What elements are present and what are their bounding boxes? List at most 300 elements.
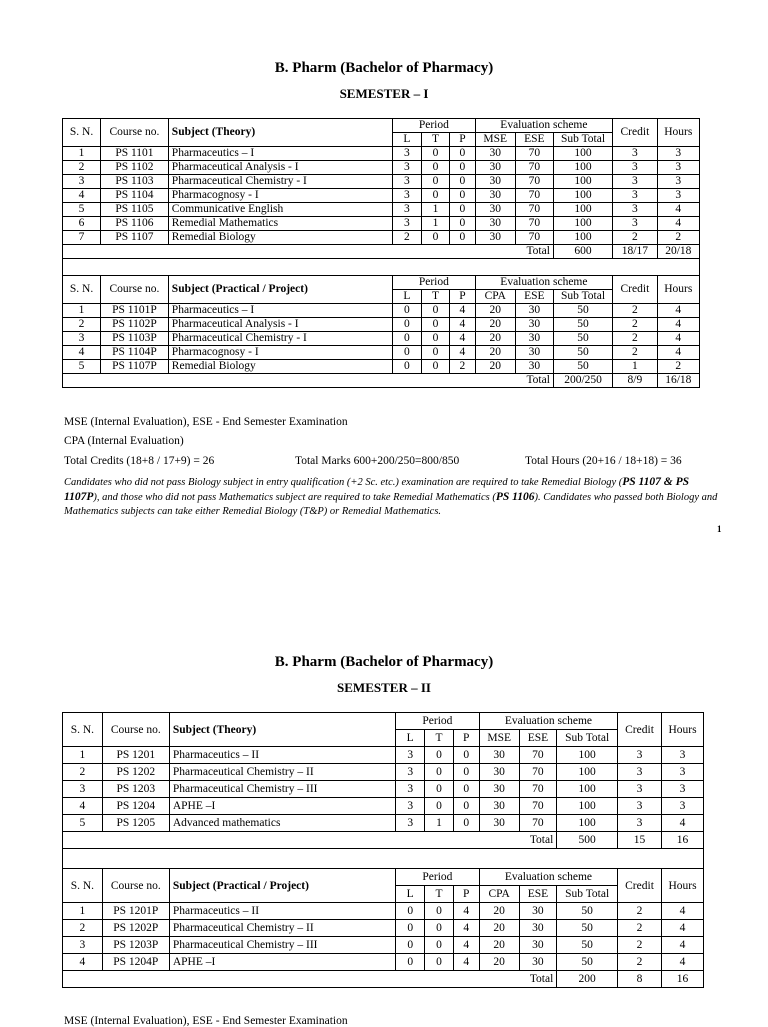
- theory-total: [63, 245, 700, 276]
- table-row: [63, 231, 700, 245]
- table-row: [63, 332, 700, 346]
- cell-hours: 4: [662, 920, 704, 937]
- cell-l: 3: [396, 798, 425, 815]
- cell-credit: 1: [613, 360, 657, 374]
- cell-course: PS 1102: [101, 161, 169, 175]
- cell-course: PS 1205: [102, 815, 169, 832]
- cell-hours: 4: [657, 332, 699, 346]
- cell-ese: 30: [519, 903, 557, 920]
- header-hours: Hours: [662, 869, 704, 903]
- cell-subtotal: 50: [557, 903, 618, 920]
- cell-course: PS 1204P: [102, 954, 169, 971]
- table-row: [63, 360, 700, 374]
- cell-t: 0: [425, 954, 453, 971]
- table-row: [63, 189, 700, 203]
- header-period: Period: [393, 276, 476, 290]
- cell-sn: 4: [63, 346, 101, 360]
- cell-subtotal: 100: [553, 189, 612, 203]
- header-period: Period: [396, 869, 480, 886]
- footnote-text: ). Candidates who passed both Biology and Mathematics subjects can take either Remedial Biology (T&P) or Remedial Mathematics.: [64, 492, 718, 517]
- cell-t: 0: [421, 346, 450, 360]
- table-row: [63, 954, 704, 971]
- table-row: [63, 815, 704, 832]
- header-course: Course no.: [102, 713, 169, 747]
- cell-t: 0: [425, 903, 453, 920]
- cell-subject: Pharmaceutical Analysis - I: [168, 318, 392, 332]
- cell-p: 4: [453, 903, 479, 920]
- cell-ese: 70: [515, 147, 553, 161]
- table-row: [63, 147, 700, 161]
- cell-p: 0: [450, 217, 475, 231]
- cell-subject: APHE –I: [169, 798, 395, 815]
- cell-subtotal: 100: [553, 175, 612, 189]
- cell-credit: 3: [618, 815, 662, 832]
- table-row: [63, 781, 704, 798]
- cell-l: 3: [393, 161, 422, 175]
- header-p: P: [450, 133, 475, 147]
- cell-t: 0: [425, 798, 453, 815]
- cell-course: PS 1101P: [101, 304, 169, 318]
- cell-ese: 70: [515, 175, 553, 189]
- cell-t: 0: [421, 147, 450, 161]
- cell-course: PS 1101: [101, 147, 169, 161]
- cell-hours: 4: [657, 346, 699, 360]
- cell-internal: 30: [475, 175, 515, 189]
- header-credit: Credit: [613, 119, 657, 147]
- cell-course: PS 1203: [102, 781, 169, 798]
- cell-subtotal: 50: [557, 920, 618, 937]
- header-t: T: [425, 886, 453, 903]
- cell-ese: 70: [515, 231, 553, 245]
- header-cpa: CPA: [479, 886, 519, 903]
- cell-sn: 2: [63, 161, 101, 175]
- table-row: [63, 798, 704, 815]
- cell-subtotal: 50: [557, 937, 618, 954]
- header-t: T: [425, 730, 453, 747]
- cell-subject: Pharmaceutics – II: [169, 747, 395, 764]
- table-row: [63, 346, 700, 360]
- cell-credit: 3: [613, 147, 657, 161]
- cell-p: 0: [450, 203, 475, 217]
- cell-subtotal: 50: [553, 332, 612, 346]
- cell-p: 0: [450, 175, 475, 189]
- cell-subtotal: 100: [553, 161, 612, 175]
- semester-title: SEMESTER – I: [339, 86, 429, 101]
- cell-credit: 3: [618, 764, 662, 781]
- cell-subtotal: 100: [553, 217, 612, 231]
- cell-sn: 3: [63, 332, 101, 346]
- cell-p: 0: [450, 189, 475, 203]
- table-row: [63, 304, 700, 318]
- total-hours: 16: [662, 832, 704, 849]
- practical-header: [63, 276, 700, 304]
- cell-credit: 3: [613, 189, 657, 203]
- cell-credit: 2: [613, 332, 657, 346]
- note-mse: MSE (Internal Evaluation), ESE - End Semester Examination: [64, 1015, 348, 1027]
- cell-t: 0: [421, 231, 450, 245]
- cell-course: PS 1204: [102, 798, 169, 815]
- footnote-text: Candidates who did not pass Biology subject in entry qualification (+2 Sc. etc.) examination are required to take Remedial Biology (: [64, 477, 623, 488]
- table-row: [63, 161, 700, 175]
- page-number: 1: [717, 524, 722, 534]
- cell-credit: 2: [613, 231, 657, 245]
- cell-hours: 4: [662, 815, 704, 832]
- total-subtotal: 500: [557, 832, 618, 849]
- header-period: Period: [393, 119, 476, 133]
- cell-subject: Remedial Biology: [168, 360, 392, 374]
- cell-credit: 2: [618, 903, 662, 920]
- header-evaluation: Evaluation scheme: [479, 713, 617, 730]
- cell-l: 3: [396, 815, 425, 832]
- cell-hours: 2: [657, 360, 699, 374]
- header-course: Course no.: [102, 869, 169, 903]
- header-p: P: [453, 730, 479, 747]
- cell-subject: Pharmaceutical Chemistry – II: [169, 764, 395, 781]
- header-ese: ESE: [519, 886, 557, 903]
- theory-total: [63, 832, 704, 869]
- cell-hours: 4: [662, 954, 704, 971]
- cell-subtotal: 100: [557, 764, 618, 781]
- cell-p: 4: [450, 346, 475, 360]
- table-row: [63, 318, 700, 332]
- cell-subject: Pharmaceutical Chemistry – II: [169, 920, 395, 937]
- cell-credit: 3: [613, 161, 657, 175]
- cell-internal: 30: [479, 798, 519, 815]
- cell-t: 0: [421, 161, 450, 175]
- page-title: B. Pharm (Bachelor of Pharmacy): [274, 60, 494, 76]
- page-title: B. Pharm (Bachelor of Pharmacy): [274, 654, 494, 670]
- header-l: L: [393, 133, 422, 147]
- cell-internal: 30: [479, 764, 519, 781]
- cell-sn: 1: [63, 903, 103, 920]
- cell-internal: 30: [475, 147, 515, 161]
- practical-rows: [63, 304, 700, 374]
- cell-subject: Pharmaceutical Analysis - I: [168, 161, 392, 175]
- cell-subject: Remedial Mathematics: [168, 217, 392, 231]
- cell-credit: 2: [618, 920, 662, 937]
- total-credit: 8: [618, 971, 662, 988]
- header-sn: S. N.: [63, 713, 103, 747]
- footnote: [64, 475, 726, 519]
- table-row: [63, 903, 704, 920]
- cell-credit: 3: [618, 798, 662, 815]
- cell-l: 3: [393, 217, 422, 231]
- header-l: L: [396, 886, 425, 903]
- cell-internal: 20: [475, 360, 515, 374]
- cell-hours: 4: [657, 203, 699, 217]
- cell-credit: 3: [613, 203, 657, 217]
- cell-l: 0: [393, 318, 422, 332]
- cell-sn: 2: [63, 920, 103, 937]
- header-subject: Subject (Theory): [168, 119, 392, 147]
- cell-p: 0: [450, 147, 475, 161]
- header-t: T: [421, 133, 450, 147]
- cell-p: 4: [453, 937, 479, 954]
- cell-subtotal: 100: [557, 798, 618, 815]
- cell-course: PS 1106: [101, 217, 169, 231]
- header-ese: ESE: [515, 290, 553, 304]
- cell-ese: 70: [519, 747, 557, 764]
- header-subtotal: Sub Total: [553, 133, 612, 147]
- cell-course: PS 1105: [101, 203, 169, 217]
- total-label: Total: [63, 245, 554, 259]
- total-credit: 15: [618, 832, 662, 849]
- cell-hours: 4: [662, 937, 704, 954]
- cell-internal: 20: [479, 954, 519, 971]
- cell-sn: 3: [63, 175, 101, 189]
- cell-hours: 4: [657, 217, 699, 231]
- cell-sn: 1: [63, 304, 101, 318]
- cell-subtotal: 100: [553, 203, 612, 217]
- cell-sn: 2: [63, 764, 103, 781]
- header-cpa: CPA: [475, 290, 515, 304]
- cell-credit: 2: [613, 304, 657, 318]
- header-t: T: [421, 290, 450, 304]
- cell-ese: 70: [519, 815, 557, 832]
- cell-ese: 70: [519, 781, 557, 798]
- cell-subject: Advanced mathematics: [169, 815, 395, 832]
- cell-course: PS 1103P: [101, 332, 169, 346]
- cell-subject: Pharmaceutical Chemistry – III: [169, 781, 395, 798]
- table-row: [63, 203, 700, 217]
- cell-internal: 30: [475, 203, 515, 217]
- cell-l: 0: [393, 304, 422, 318]
- cell-l: 3: [393, 175, 422, 189]
- cell-credit: 3: [613, 175, 657, 189]
- header-mse: MSE: [479, 730, 519, 747]
- cell-p: 4: [450, 318, 475, 332]
- header-course: Course no.: [101, 119, 169, 147]
- cell-subtotal: 100: [557, 815, 618, 832]
- table-row: [63, 937, 704, 954]
- theory-table: [62, 118, 700, 388]
- total-hours: 20/18: [657, 245, 699, 259]
- cell-p: 0: [453, 781, 479, 798]
- cell-ese: 70: [515, 203, 553, 217]
- header-evaluation: Evaluation scheme: [479, 869, 617, 886]
- cell-subtotal: 100: [557, 747, 618, 764]
- note-mse: MSE (Internal Evaluation), ESE - End Semester Examination: [64, 416, 348, 428]
- cell-sn: 5: [63, 360, 101, 374]
- cell-subtotal: 50: [553, 346, 612, 360]
- cell-hours: 4: [657, 318, 699, 332]
- cell-subtotal: 100: [557, 781, 618, 798]
- cell-t: 0: [425, 920, 453, 937]
- cell-l: 3: [396, 781, 425, 798]
- cell-course: PS 1107: [101, 231, 169, 245]
- cell-p: 4: [453, 920, 479, 937]
- cell-subject: APHE –I: [169, 954, 395, 971]
- header-period: Period: [396, 713, 480, 730]
- cell-hours: 4: [657, 304, 699, 318]
- header-hours: Hours: [657, 119, 699, 147]
- cell-l: 0: [396, 954, 425, 971]
- table-row: [63, 217, 700, 231]
- cell-internal: 20: [479, 937, 519, 954]
- cell-l: 2: [393, 231, 422, 245]
- total-marks: Total Marks 600+200/250=800/850: [295, 455, 460, 467]
- cell-l: 0: [396, 937, 425, 954]
- cell-internal: 30: [479, 781, 519, 798]
- theory-header: [63, 713, 704, 747]
- cell-course: PS 1201: [102, 747, 169, 764]
- cell-credit: 2: [618, 937, 662, 954]
- cell-t: 1: [425, 815, 453, 832]
- cell-subject: Pharmaceutical Chemistry – III: [169, 937, 395, 954]
- cell-subtotal: 50: [553, 304, 612, 318]
- header-p: P: [453, 886, 479, 903]
- cell-sn: 1: [63, 747, 103, 764]
- total-hours: 16/18: [657, 374, 699, 388]
- cell-credit: 3: [618, 781, 662, 798]
- cell-sn: 3: [63, 937, 103, 954]
- cell-course: PS 1202: [102, 764, 169, 781]
- cell-sn: 2: [63, 318, 101, 332]
- cell-l: 0: [396, 920, 425, 937]
- cell-ese: 30: [519, 937, 557, 954]
- cell-internal: 20: [479, 920, 519, 937]
- cell-p: 4: [450, 304, 475, 318]
- header-l: L: [393, 290, 422, 304]
- cell-subtotal: 50: [553, 360, 612, 374]
- cell-sn: 3: [63, 781, 103, 798]
- header-ese: ESE: [515, 133, 553, 147]
- cell-course: PS 1107P: [101, 360, 169, 374]
- cell-sn: 6: [63, 217, 101, 231]
- total-credit: 8/9: [613, 374, 657, 388]
- cell-t: 1: [421, 203, 450, 217]
- semester-title: SEMESTER – II: [337, 680, 431, 695]
- header-evaluation: Evaluation scheme: [475, 276, 613, 290]
- cell-ese: 30: [515, 304, 553, 318]
- cell-credit: 2: [613, 318, 657, 332]
- cell-course: PS 1203P: [102, 937, 169, 954]
- cell-internal: 30: [475, 231, 515, 245]
- cell-p: 0: [453, 764, 479, 781]
- header-l: L: [396, 730, 425, 747]
- cell-p: 4: [450, 332, 475, 346]
- header-subtotal: Sub Total: [557, 730, 618, 747]
- theory-rows: [63, 147, 700, 245]
- note-cpa: CPA (Internal Evaluation): [64, 435, 184, 447]
- cell-internal: 20: [479, 903, 519, 920]
- practical-rows: [63, 903, 704, 971]
- cell-l: 0: [393, 360, 422, 374]
- cell-hours: 3: [657, 161, 699, 175]
- cell-credit: 2: [618, 954, 662, 971]
- cell-p: 0: [453, 815, 479, 832]
- cell-p: 0: [453, 747, 479, 764]
- spacer-row: [63, 259, 700, 276]
- cell-sn: 7: [63, 231, 101, 245]
- practical-total: [63, 971, 704, 988]
- practical-header: [63, 869, 704, 903]
- header-sn: S. N.: [63, 276, 101, 304]
- header-p: P: [450, 290, 475, 304]
- cell-internal: 30: [479, 747, 519, 764]
- table-row: [63, 764, 704, 781]
- cell-internal: 20: [475, 304, 515, 318]
- cell-hours: 3: [662, 747, 704, 764]
- cell-hours: 3: [657, 189, 699, 203]
- footnote-code: PS 1107 & PS 1107P: [64, 476, 690, 503]
- total-credit: 18/17: [613, 245, 657, 259]
- cell-subject: Pharmaceutical Chemistry - I: [168, 175, 392, 189]
- total-hours: 16: [662, 971, 704, 988]
- cell-subject: Pharmaceutics – II: [169, 903, 395, 920]
- cell-internal: 30: [475, 217, 515, 231]
- theory-header: [63, 119, 700, 147]
- cell-l: 3: [393, 189, 422, 203]
- header-hours: Hours: [657, 276, 699, 304]
- cell-subtotal: 50: [557, 954, 618, 971]
- table-row: [63, 175, 700, 189]
- cell-sn: 5: [63, 203, 101, 217]
- header-subject: Subject (Practical / Project): [168, 276, 392, 304]
- cell-subject: Pharmacognosy - I: [168, 346, 392, 360]
- header-ese: ESE: [519, 730, 557, 747]
- cell-subject: Pharmaceutics – I: [168, 304, 392, 318]
- cell-subject: Pharmaceutical Chemistry - I: [168, 332, 392, 346]
- cell-l: 3: [393, 203, 422, 217]
- cell-p: 4: [453, 954, 479, 971]
- table-row: [63, 920, 704, 937]
- header-subtotal: Sub Total: [553, 290, 612, 304]
- cell-subject: Pharmaceutics – I: [168, 147, 392, 161]
- cell-l: 3: [396, 764, 425, 781]
- cell-course: PS 1104: [101, 189, 169, 203]
- cell-credit: 2: [613, 346, 657, 360]
- header-credit: Credit: [618, 713, 662, 747]
- cell-t: 0: [425, 937, 453, 954]
- cell-course: PS 1202P: [102, 920, 169, 937]
- header-hours: Hours: [662, 713, 704, 747]
- cell-ese: 30: [515, 332, 553, 346]
- header-subtotal: Sub Total: [557, 886, 618, 903]
- total-label: Total: [63, 971, 557, 988]
- cell-hours: 3: [662, 781, 704, 798]
- cell-course: PS 1103: [101, 175, 169, 189]
- cell-t: 1: [421, 217, 450, 231]
- cell-subject: Communicative English: [168, 203, 392, 217]
- cell-course: PS 1201P: [102, 903, 169, 920]
- header-credit: Credit: [613, 276, 657, 304]
- cell-hours: 3: [662, 764, 704, 781]
- cell-subtotal: 100: [553, 147, 612, 161]
- cell-t: 0: [421, 360, 450, 374]
- cell-hours: 2: [657, 231, 699, 245]
- cell-p: 2: [450, 360, 475, 374]
- theory-table: [62, 712, 704, 988]
- cell-ese: 30: [515, 346, 553, 360]
- cell-l: 0: [396, 903, 425, 920]
- cell-t: 0: [421, 318, 450, 332]
- cell-p: 0: [450, 161, 475, 175]
- cell-internal: 30: [479, 815, 519, 832]
- cell-subject: Pharmacognosy - I: [168, 189, 392, 203]
- total-subtotal: 600: [553, 245, 612, 259]
- cell-subtotal: 100: [553, 231, 612, 245]
- cell-course: PS 1104P: [101, 346, 169, 360]
- theory-rows: [63, 747, 704, 832]
- total-hours-summary: Total Hours (20+16 / 18+18) = 36: [525, 455, 682, 467]
- cell-sn: 4: [63, 189, 101, 203]
- total-label: Total: [63, 832, 557, 849]
- cell-sn: 4: [63, 954, 103, 971]
- cell-t: 0: [421, 304, 450, 318]
- cell-t: 0: [425, 781, 453, 798]
- cell-ese: 30: [515, 360, 553, 374]
